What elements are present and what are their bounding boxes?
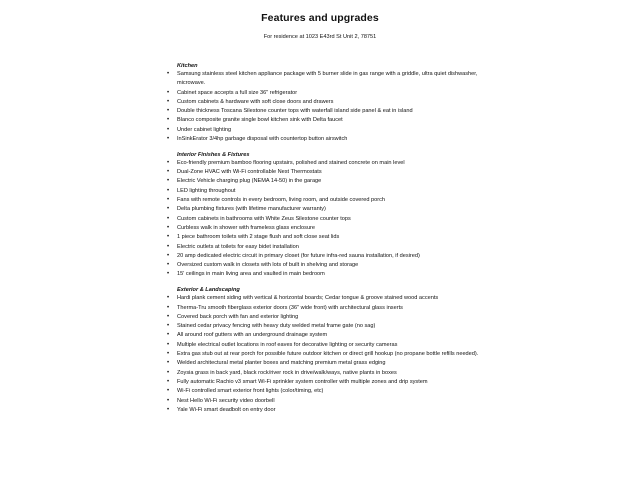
list-item-text: 1 piece bathroom toilets with 2 stage flush and soft close seat lids — [177, 234, 340, 241]
list-item — [167, 98, 487, 107]
section-heading: Kitchen — [177, 63, 198, 69]
list-item — [167, 168, 487, 177]
bullet-icon: • — [167, 71, 170, 77]
bullet-icon: • — [167, 369, 170, 376]
list-item — [167, 304, 487, 313]
list-item-text: Double thickness Toscana Silestone counter tops with waterfall island side panel & eat in island — [177, 108, 413, 115]
list-item-text: Fully automatic Rachio v3 smart Wi-Fi sprinkler system controller with multiple zones and drip system — [177, 378, 428, 385]
feature-list — [167, 70, 487, 144]
bullet-icon: • — [167, 323, 170, 330]
bullet-icon: • — [167, 295, 170, 302]
bullet-icon: • — [167, 243, 170, 250]
bullet-icon: • — [167, 187, 170, 194]
feature-section — [167, 286, 487, 415]
list-item — [167, 387, 487, 396]
bullet-icon: • — [167, 215, 170, 222]
bullet-icon: • — [167, 224, 170, 231]
list-item-text: Wi-Fi controlled smart exterior front lights (color/timing, etc) — [177, 388, 324, 395]
section-heading: Interior Finishes & Fixtures — [177, 151, 250, 158]
list-item-text: Zoysia grass in back yard, black rock/river rock in drive/walk/ways, native plants in boxes — [177, 369, 397, 376]
list-item-text: Oversized custom walk in closets with lots of built in shelving and storage — [177, 262, 359, 269]
list-item-text: Stained cedar privacy fencing with heavy duty welded metal frame gate (no sag) — [177, 323, 376, 330]
bullet-icon: • — [167, 178, 170, 185]
bullet-icon: • — [167, 98, 170, 105]
list-item — [167, 331, 487, 340]
list-item — [167, 196, 487, 205]
list-item-text: Eco-friendly premium bamboo flooring upstairs, polished and stained concrete on main level — [177, 159, 405, 166]
list-item-text: 20 amp dedicated electric circuit in primary closet (for future infra-red sauna installation, if desired) — [177, 252, 420, 259]
bullet-icon: • — [167, 108, 170, 115]
list-item-text: Electric Vehicle charging plug (NEMA 14-50) in the garage — [177, 178, 322, 185]
list-item — [167, 233, 487, 242]
bullet-icon: • — [167, 271, 170, 278]
list-item-text: Dual-Zone HVAC with Wi-Fi controllable Nest Thermostats — [177, 169, 322, 176]
bullet-icon: • — [167, 406, 170, 413]
list-item — [167, 70, 487, 89]
list-item — [167, 397, 487, 406]
list-item — [167, 261, 487, 270]
bullet-icon: • — [167, 304, 170, 311]
list-item-text: Cabinet space accepts a full size 36" refrigerator — [177, 89, 298, 96]
list-item — [167, 215, 487, 224]
bullet-icon: • — [167, 397, 170, 404]
list-item — [167, 406, 487, 415]
bullet-icon: • — [167, 197, 170, 204]
list-item — [167, 359, 487, 368]
list-item-text: LED lighting throughout — [177, 187, 236, 194]
list-item — [167, 116, 487, 125]
list-item-text: Covered back porch with fan and exterior lighting — [177, 313, 299, 320]
bullet-icon: • — [167, 117, 170, 124]
bullet-icon: • — [167, 341, 170, 348]
list-item-text: Custom cabinets & hardware with soft close doors and drawers — [177, 98, 334, 105]
list-item-text: Blanco composite granite single bowl kitchen sink with Delta faucet — [177, 117, 343, 124]
list-item-text: Under cabinet lighting — [177, 126, 232, 133]
list-item-text: Electric outlets at toilets for easy bidet installation — [177, 243, 299, 250]
list-item-text: Fans with remote controls in every bedroom, living room, and outside covered porch — [177, 197, 386, 204]
list-item-text: Curbless walk in shower with frameless glass enclosure — [177, 224, 316, 231]
list-item-text: Hardi plank cement siding with vertical & horizontal boards; Cedar tongue & groove stained wood accents — [177, 295, 439, 302]
list-item — [167, 205, 487, 214]
bullet-icon: • — [167, 206, 170, 213]
list-item — [167, 89, 487, 98]
list-item — [167, 252, 487, 261]
bullet-icon: • — [167, 360, 170, 367]
list-item — [167, 350, 487, 359]
bullet-icon: • — [167, 378, 170, 385]
list-item — [167, 378, 487, 387]
bullet-icon: • — [167, 388, 170, 395]
list-item — [167, 341, 487, 350]
list-item — [167, 177, 487, 186]
list-item-text: Custom cabinets in bathrooms with White Zeus Silestone counter tops — [177, 215, 351, 222]
list-item — [167, 322, 487, 331]
feature-section — [167, 62, 487, 144]
list-item — [167, 159, 487, 168]
list-item-text: All around roof gutters with an underground drainage system — [177, 332, 328, 339]
bullet-icon: • — [167, 262, 170, 269]
document-title: Features and upgrades — [261, 12, 379, 24]
list-item-text: Extra gas stub out at rear porch for possible future outdoor kitchen or direct grill hookup (no propane bottle refills needed). — [177, 351, 479, 358]
feature-list — [167, 159, 487, 280]
bullet-icon: • — [167, 252, 170, 259]
bullet-icon: • — [167, 169, 170, 176]
section-heading: Exterior & Landscaping — [177, 287, 240, 294]
bullet-icon: • — [167, 89, 170, 96]
feature-sections — [167, 62, 487, 422]
bullet-icon: • — [167, 234, 170, 241]
list-item — [167, 270, 487, 279]
list-item-text: Delta plumbing fixtures (with lifetime manufacturer warranty) — [177, 206, 326, 213]
list-item — [167, 187, 487, 196]
list-item — [167, 313, 487, 322]
list-item-text: Multiple electrical outlet locations in roof eaves for decorative lighting or security cameras — [177, 341, 398, 348]
list-item-text: Welded architectural metal planter boxes and matching premium metal grass edging — [177, 360, 386, 367]
bullet-icon: • — [167, 126, 170, 133]
feature-list — [167, 294, 487, 415]
list-item — [167, 224, 487, 233]
document-subtitle: For residence at 1023 E43rd St Unit 2, 78751 — [263, 34, 377, 40]
list-item — [167, 126, 487, 135]
list-item-text: Therma-Tru smooth fiberglass exterior doors (36" wide front) with architectural glass inserts — [177, 304, 403, 311]
list-item — [167, 243, 487, 252]
list-item-text: Samsung stainless steel kitchen appliance package with 5 burner slide in gas range with a griddle, ultra quiet dishwasher, microwave. — [177, 71, 478, 87]
list-item-text: Nest Hello Wi-Fi security video doorbell — [177, 397, 275, 404]
list-item-text: 15' ceilings in main living area and vaulted in main bedroom — [177, 271, 325, 278]
bullet-icon: • — [167, 313, 170, 320]
bullet-icon: • — [167, 332, 170, 339]
bullet-icon: • — [167, 351, 170, 358]
feature-section — [167, 151, 487, 280]
list-item — [167, 135, 487, 144]
bullet-icon: • — [167, 136, 170, 143]
list-item — [167, 107, 487, 116]
list-item — [167, 294, 487, 303]
list-item-text: InSinkErator 3/4hp garbage disposal with countertop button airswitch — [177, 136, 348, 143]
list-item-text: Yale Wi-Fi smart deadbolt on entry door — [177, 406, 276, 413]
list-item — [167, 369, 487, 378]
bullet-icon: • — [167, 159, 170, 166]
